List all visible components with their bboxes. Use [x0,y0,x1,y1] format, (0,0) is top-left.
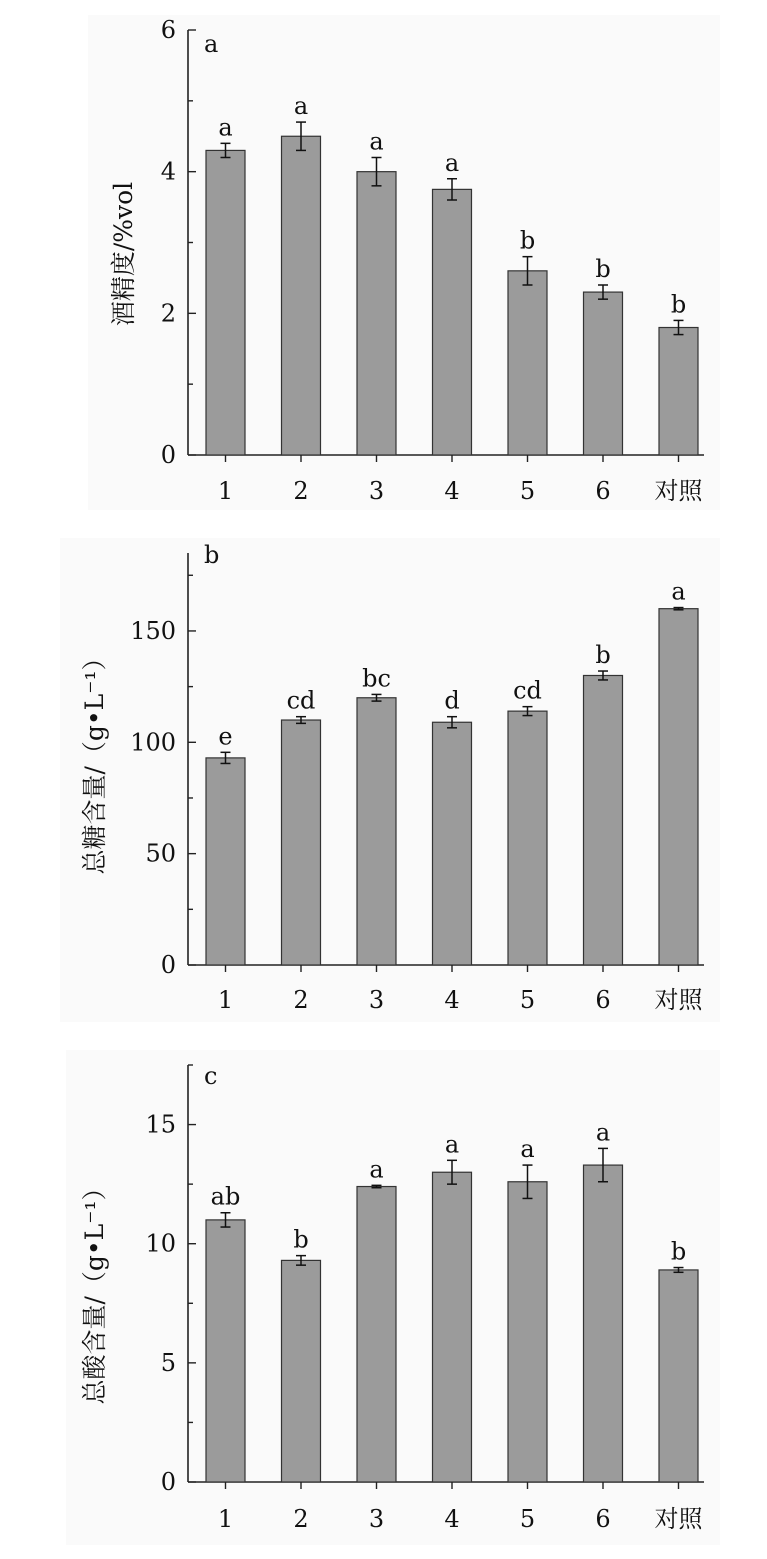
panel-a-alcohol-chart [88,15,720,510]
panel-c-x-tick-label: 4 [444,1505,460,1533]
panel-c-letter: c [204,1062,218,1090]
panel-a-x-tick-label: 4 [444,477,460,505]
panel-a-x-tick-label: 1 [217,477,234,505]
panel-c-significance-label: a [444,1130,460,1159]
panel-b-bar [508,711,547,965]
panel-b-x-tick-label: 1 [217,986,234,1014]
panel-b-y-tick-label: 50 [145,839,176,868]
panel-b-significance-label: bc [362,664,391,693]
panel-b-significance-label: d [444,686,460,715]
panel-b-y-tick-label: 150 [130,616,176,645]
panel-a-y-tick-label: 0 [160,441,176,469]
panel-b-bar [433,722,472,965]
panel-a-bar [282,136,321,455]
panel-a-letter: a [204,30,219,58]
panel-c-bar [433,1172,472,1482]
panel-c-y-tick-label: 0 [160,1468,176,1496]
panel-b-x-tick-label: 6 [595,986,611,1014]
panel-a-x-tick-label: 5 [519,477,536,505]
panel-c-acid-chart [66,1050,720,1545]
panel-c-bar [508,1182,547,1482]
panel-c-bar [206,1220,245,1482]
panel-a-bar [357,172,396,455]
panel-c-significance-label: b [670,1237,687,1266]
panel-b-x-tick-label: 3 [368,986,385,1014]
panel-a-x-tick-label: 3 [368,477,385,505]
panel-b-x-tick-label: 5 [519,986,536,1014]
panel-b-significance-label: b [595,641,611,670]
panel-c-y-tick-label: 10 [145,1229,176,1258]
panel-c-x-tick-label: 5 [519,1505,536,1533]
panel-a-bar [433,189,472,455]
panel-c-bar [659,1270,698,1482]
panel-b-significance-label: cd [513,676,542,705]
panel-c-x-tick-label: 2 [293,1505,309,1533]
panel-c-y-tick-label: 5 [160,1348,176,1377]
panel-c-x-tick-label: 1 [217,1505,234,1533]
panel-c-significance-label: a [595,1118,611,1147]
panel-a-x-tick-label: 对照 [654,477,703,505]
panel-c-significance-label: a [520,1135,535,1164]
panel-b-significance-label: cd [286,686,316,715]
panel-c-bar [357,1187,396,1482]
panel-c-x-tick-label: 6 [595,1505,611,1533]
panel-a-significance-label: b [595,255,611,283]
panel-a-bar [659,328,698,456]
panel-b-y-tick-label: 0 [160,951,176,979]
panel-b-sugar-chart [60,538,720,1022]
panel-c-significance-label: a [369,1155,384,1184]
panel-a-significance-label: a [293,92,309,121]
panel-a-x-tick-label: 6 [595,477,611,505]
panel-b-significance-label: e [218,722,233,751]
panel-a-y-tick-label: 4 [160,157,176,186]
panel-a-bar [508,271,547,455]
panel-a-significance-label: b [519,226,536,255]
panel-a-bar [584,292,623,455]
panel-a-significance-label: a [444,148,460,177]
panel-b-significance-label: a [671,577,686,606]
panel-a-y-axis-label: 酒精度/%vol [109,181,138,327]
panel-c-x-tick-label: 3 [368,1505,385,1533]
panel-b-letter: b [204,541,220,569]
panel-b-bar [206,758,245,965]
panel-b-bar [357,698,396,965]
panel-b-x-tick-label: 对照 [654,986,703,1014]
panel-b-x-tick-label: 4 [444,986,460,1014]
panel-a-bar [206,150,245,455]
panel-b-y-tick-label: 100 [130,728,176,757]
panel-c-significance-label: ab [210,1182,241,1211]
panel-b-bar [584,675,623,965]
panel-a-significance-label: a [218,113,233,142]
panel-a-x-tick-label: 2 [293,477,309,505]
panel-c-y-axis-label: 总酸含量/（g•L⁻¹） [80,1175,109,1405]
panel-b-bar [282,720,321,965]
panel-b-bar [659,609,698,965]
panel-a-background [88,15,720,510]
panel-a-significance-label: a [369,127,384,156]
panel-a-y-tick-label: 2 [160,299,176,328]
panel-c-y-tick-label: 15 [145,1110,176,1139]
panel-c-bar [282,1260,321,1482]
panel-c-x-tick-label: 对照 [654,1505,703,1533]
panel-b-y-axis-label: 总糖含量/（g•L⁻¹） [80,645,109,875]
panel-c-significance-label: b [293,1225,309,1254]
panel-a-y-tick-label: 6 [160,16,176,44]
panel-a-significance-label: b [670,290,687,319]
panel-c-bar [584,1165,623,1482]
panel-b-x-tick-label: 2 [293,986,309,1014]
